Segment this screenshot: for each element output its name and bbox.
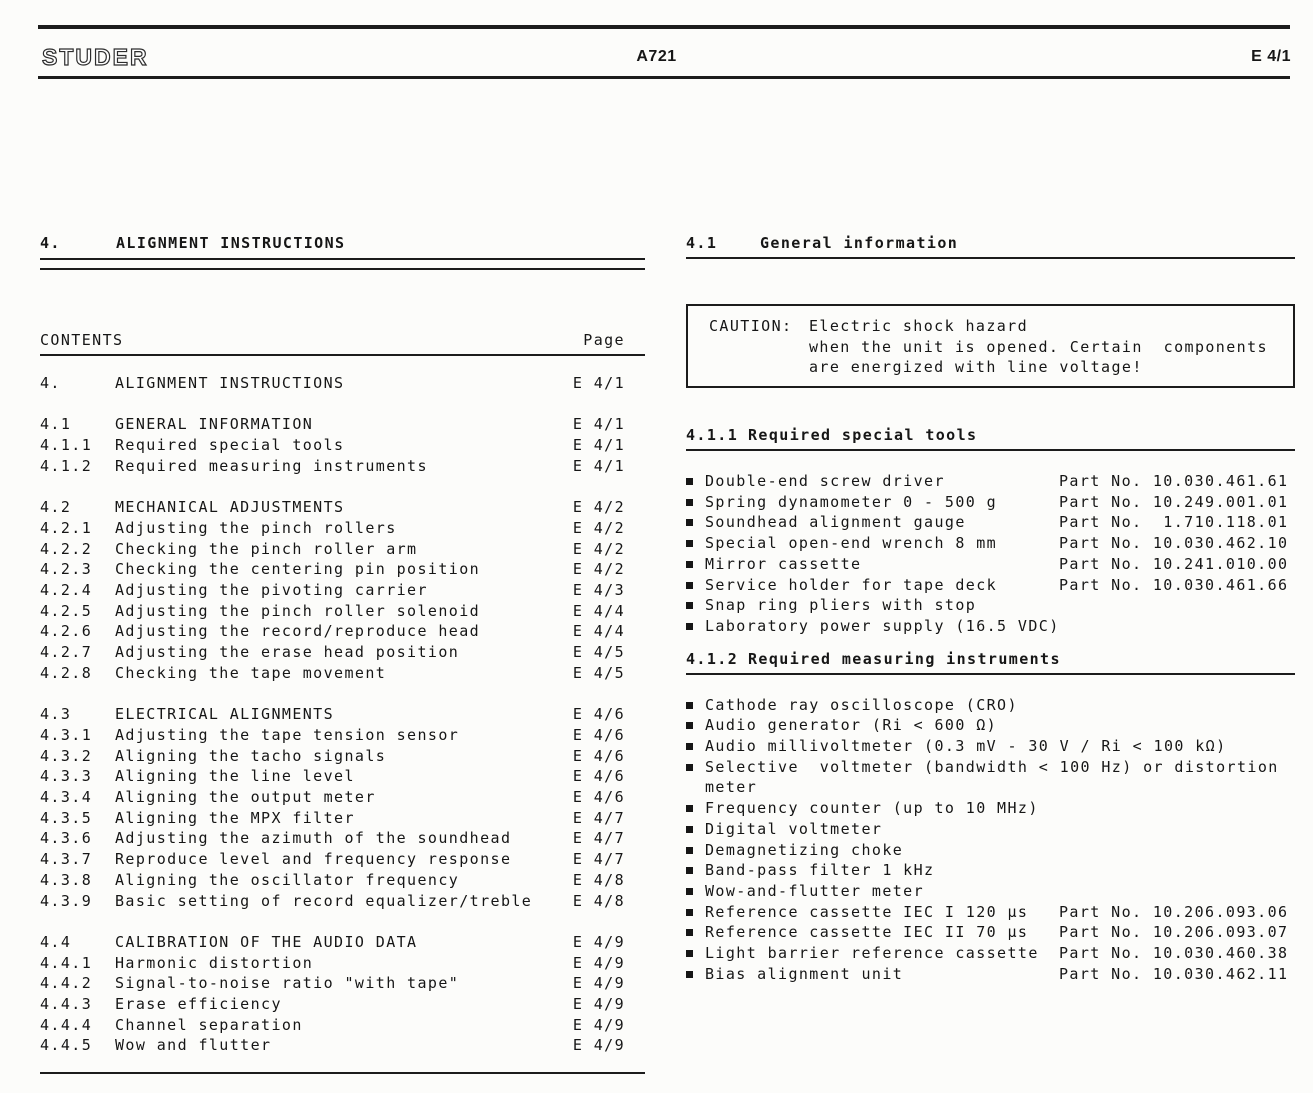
- toc-row: [40, 456, 645, 477]
- toc-entry-number: 4.3.2: [40, 746, 93, 765]
- toc-entry-page: E 4/9: [572, 1015, 625, 1034]
- bullet-square-icon: [686, 888, 693, 895]
- toc-entry-page: E 4/2: [572, 518, 625, 537]
- header-bottom-rule: [38, 76, 1290, 79]
- toc-row: [40, 891, 645, 912]
- toc-entry-number: 4.4.3: [40, 995, 93, 1014]
- instrument-part-number: Part No. 10.206.093.07: [1059, 923, 1289, 942]
- toc-entry-number: 4.3.8: [40, 870, 93, 889]
- instrument-name: Wow-and-flutter meter: [705, 881, 925, 900]
- toc-entry-page: E 4/9: [572, 974, 625, 993]
- instrument-name: Audio generator (Ri < 600 Ω): [705, 716, 998, 735]
- studer-logo: STUDER: [42, 44, 149, 70]
- toc-entry-number: 4.4: [40, 932, 72, 951]
- toc-row: [40, 435, 645, 456]
- toc-entry-title: Adjusting the erase head position: [115, 643, 460, 662]
- tool-item: [686, 533, 1295, 554]
- toc-entry-title: CALIBRATION OF THE AUDIO DATA: [115, 932, 418, 951]
- toc-entry-title: ELECTRICAL ALIGNMENTS: [115, 705, 335, 724]
- page-top-rule: [38, 25, 1290, 29]
- toc-entry-page: E 4/8: [572, 870, 625, 889]
- toc-entry-page: E 4/6: [572, 705, 625, 724]
- toc-entry-page: E 4/4: [572, 601, 625, 620]
- tool-name: Laboratory power supply (16.5 VDC): [705, 616, 1060, 635]
- toc-entry-page: E 4/3: [572, 581, 625, 599]
- tool-part-number: Part No. 10.249.001.01: [1059, 492, 1289, 511]
- toc-entry-page: E 4/6: [572, 788, 625, 807]
- bullet-square-icon: [686, 950, 693, 957]
- toc-row: [40, 994, 645, 1015]
- bullet-square-icon: [686, 929, 693, 936]
- contents-label: CONTENTS: [40, 331, 124, 349]
- toc-entry-title: Checking the pinch roller arm: [115, 539, 418, 558]
- bullet-square-icon: [686, 805, 693, 812]
- toc-entry-page: E 4/5: [572, 643, 625, 662]
- toc-entry-number: 4.3.7: [40, 850, 93, 869]
- bullet-square-icon: [686, 623, 693, 630]
- toc-entry-title: Aligning the tacho signals: [115, 746, 387, 765]
- toc-entry-page: E 4/5: [572, 663, 625, 682]
- toc-entry-title: Checking the tape movement: [115, 663, 387, 682]
- instrument-name: Demagnetizing choke: [705, 840, 904, 859]
- special-tools-list: [686, 471, 1295, 637]
- general-information-column: [686, 233, 1295, 984]
- bullet-square-icon: [686, 867, 693, 874]
- toc-entry-page: E 4/7: [572, 850, 625, 869]
- toc-entry-page: E 4/2: [572, 539, 625, 558]
- toc-row: [40, 766, 645, 787]
- tool-item: [686, 512, 1295, 533]
- toc-entry-number: 4.2.1: [40, 518, 93, 537]
- toc-entry-page: E 4/9: [572, 932, 625, 951]
- toc-entry-page: E 4/1: [572, 456, 625, 475]
- instrument-item: [686, 695, 1295, 716]
- toc-row: [40, 828, 645, 849]
- instrument-name: Frequency counter (up to 10 MHz): [705, 799, 1039, 818]
- instrument-name: Reference cassette IEC II 70 µs: [705, 923, 1029, 942]
- tool-item: [686, 575, 1295, 596]
- measuring-instruments-number: 4.1.2: [686, 649, 739, 668]
- toc-row: [40, 932, 645, 953]
- toc-entry-title: Aligning the output meter: [115, 788, 376, 807]
- general-info-rule: [686, 257, 1295, 259]
- toc-entry-number: 4.2.4: [40, 581, 93, 599]
- toc-row: [40, 580, 645, 601]
- section-title: ALIGNMENT INSTRUCTIONS: [116, 234, 346, 252]
- tool-item: [686, 471, 1295, 492]
- tool-name: Snap ring pliers with stop: [705, 596, 977, 615]
- toc-entry-title: Wow and flutter: [115, 1036, 272, 1055]
- contents-header: [40, 330, 645, 350]
- toc-entry-page: E 4/8: [572, 891, 625, 910]
- special-tools-title: Required special tools: [748, 426, 978, 444]
- general-info-title: General information: [760, 234, 959, 252]
- instrument-item: [686, 840, 1295, 861]
- toc-entry-title: Aligning the oscillator frequency: [115, 870, 460, 889]
- tool-item: [686, 492, 1295, 513]
- measuring-instruments-title: Required measuring instruments: [748, 649, 1061, 668]
- toc-entry-number: 4.3.5: [40, 808, 93, 827]
- toc-entry-title: MECHANICAL ADJUSTMENTS: [115, 498, 345, 517]
- toc-entry-page: E 4/9: [572, 953, 625, 972]
- toc-entry-title: Adjusting the pivoting carrier: [115, 581, 428, 599]
- section-heading-double-rule: [40, 258, 645, 270]
- toc-entry-number: 4.3.4: [40, 788, 93, 807]
- tool-item: [686, 616, 1295, 637]
- instrument-item: [686, 881, 1295, 902]
- toc-entry-title: Adjusting the tape tension sensor: [115, 725, 460, 744]
- caution-label: CAUTION:: [709, 317, 793, 335]
- instrument-name: Digital voltmeter: [705, 819, 883, 838]
- toc-entry-title: GENERAL INFORMATION: [115, 415, 314, 434]
- instrument-item: [686, 819, 1295, 840]
- special-tools-heading: [686, 425, 1295, 445]
- instrument-name: Light barrier reference cassette: [705, 944, 1039, 963]
- instrument-item: [686, 757, 1295, 798]
- toc-row: [40, 601, 645, 622]
- toc-entry-page: E 4/1: [572, 374, 625, 392]
- tool-name: Special open-end wrench 8 mm: [705, 534, 998, 553]
- toc-entry-number: 4.3.3: [40, 767, 93, 786]
- bullet-square-icon: [686, 826, 693, 833]
- instrument-item: [686, 964, 1295, 985]
- instrument-item: [686, 860, 1295, 881]
- toc-entry-number: 4.2.7: [40, 643, 93, 662]
- instrument-item: [686, 943, 1295, 964]
- toc-entry-number: 4.4.5: [40, 1036, 93, 1055]
- toc-entry-page: E 4/9: [572, 1036, 625, 1055]
- tool-name: Spring dynamometer 0 - 500 g: [705, 492, 998, 511]
- bullet-square-icon: [686, 971, 693, 978]
- bullet-square-icon: [686, 499, 693, 506]
- toc-row: [40, 973, 645, 994]
- instrument-name: Band-pass filter 1 kHz: [705, 861, 935, 880]
- bullet-square-icon: [686, 561, 693, 568]
- general-info-heading: [686, 233, 1295, 253]
- page-column-label: Page: [583, 331, 625, 349]
- caution-box: [686, 304, 1295, 388]
- toc-entry-title: Adjusting the pinch rollers: [115, 518, 397, 537]
- bullet-square-icon: [686, 519, 693, 526]
- bullet-square-icon: [686, 702, 693, 709]
- toc-row: [40, 497, 645, 518]
- toc-row: [40, 539, 645, 560]
- toc-entry-number: 4.4.1: [40, 953, 93, 972]
- caution-line: are energized with line voltage!: [809, 358, 1143, 377]
- toc-entry-page: E 4/7: [572, 808, 625, 827]
- toc-entry-title: ALIGNMENT INSTRUCTIONS: [115, 374, 345, 392]
- toc-entry-page: E 4/6: [572, 725, 625, 744]
- bullet-square-icon: [686, 540, 693, 547]
- toc-row: [40, 1035, 645, 1056]
- instrument-name: Reference cassette IEC I 120 µs: [705, 902, 1029, 921]
- contents-bottom-rule: [40, 1072, 645, 1074]
- instrument-item: [686, 798, 1295, 819]
- toc-entry-number: 4.2.8: [40, 663, 93, 682]
- toc-row: [40, 663, 645, 684]
- toc-entry-title: Basic setting of record equalizer/treble: [115, 891, 533, 910]
- toc-row: [40, 414, 645, 435]
- instrument-item: [686, 736, 1295, 757]
- toc-row: [40, 559, 645, 580]
- tool-name: Double-end screw driver: [705, 472, 945, 490]
- measuring-instruments-rule: [686, 673, 1295, 675]
- toc-entry-title: Signal-to-noise ratio "with tape": [115, 974, 460, 993]
- tool-item: [686, 595, 1295, 616]
- toc-entry-title: Reproduce level and frequency response: [115, 850, 512, 869]
- toc-entry-title: Adjusting the record/reproduce head: [115, 622, 481, 641]
- bullet-square-icon: [686, 909, 693, 916]
- tool-part-number: Part No. 10.030.461.66: [1059, 575, 1289, 594]
- instrument-part-number: Part No. 10.030.462.11: [1059, 964, 1289, 983]
- tool-item: [686, 554, 1295, 575]
- instrument-part-number: Part No. 10.206.093.06: [1059, 902, 1289, 921]
- toc-entry-title: Aligning the MPX filter: [115, 808, 355, 827]
- toc-entry-title: Checking the centering pin position: [115, 560, 481, 579]
- toc-entry-number: 4.2.5: [40, 601, 93, 620]
- table-of-contents: [40, 373, 645, 1056]
- tool-name: Mirror cassette: [705, 554, 862, 573]
- tool-part-number: Part No. 1.710.118.01: [1059, 513, 1289, 532]
- contents-header-rule: [40, 354, 645, 356]
- toc-entry-page: E 4/4: [572, 622, 625, 641]
- special-tools-number: 4.1.1: [686, 426, 739, 444]
- instrument-item: [686, 922, 1295, 943]
- toc-entry-number: 4.2: [40, 498, 72, 517]
- toc-entry-number: 4.4.4: [40, 1015, 93, 1034]
- bullet-square-icon: [686, 722, 693, 729]
- toc-entry-page: E 4/2: [572, 498, 625, 517]
- section-number: 4.: [40, 234, 61, 252]
- special-tools-rule: [686, 449, 1295, 451]
- toc-entry-title: Adjusting the pinch roller solenoid: [115, 601, 481, 620]
- toc-entry-page: E 4/2: [572, 560, 625, 579]
- general-info-number: 4.1: [686, 234, 718, 252]
- toc-row: [40, 642, 645, 663]
- toc-entry-title: Erase efficiency: [115, 995, 282, 1014]
- model-number: A721: [636, 48, 677, 65]
- toc-entry-title: Required special tools: [115, 436, 345, 455]
- bullet-square-icon: [686, 743, 693, 750]
- bullet-square-icon: [686, 764, 693, 771]
- caution-line: Electric shock hazard: [809, 317, 1029, 335]
- toc-row: [40, 518, 645, 539]
- toc-row: [40, 704, 645, 725]
- toc-entry-title: Channel separation: [115, 1015, 303, 1034]
- instrument-name: Audio millivoltmeter (0.3 mV - 30 V / Ri < 100 kΩ): [705, 737, 1227, 756]
- toc-row: [40, 870, 645, 891]
- tool-name: Service holder for tape deck: [705, 575, 998, 594]
- header-page-reference: E 4/1: [1251, 48, 1291, 65]
- toc-row: [40, 1015, 645, 1036]
- toc-row: [40, 725, 645, 746]
- toc-row: [40, 953, 645, 974]
- toc-row: [40, 808, 645, 829]
- toc-entry-number: 4.: [40, 374, 61, 392]
- toc-entry-page: E 4/1: [572, 415, 625, 434]
- toc-row: [40, 373, 645, 394]
- toc-row: [40, 787, 645, 808]
- toc-entry-number: 4.4.2: [40, 974, 93, 993]
- toc-entry-title: Harmonic distortion: [115, 953, 314, 972]
- tool-name: Soundhead alignment gauge: [705, 513, 966, 532]
- caution-line: when the unit is opened. Certain components: [809, 337, 1268, 356]
- toc-entry-number: 4.3.6: [40, 829, 93, 848]
- toc-entry-page: E 4/6: [572, 746, 625, 765]
- caution-text: [809, 316, 1268, 378]
- tool-part-number: Part No. 10.030.462.10: [1059, 534, 1289, 553]
- toc-row: [40, 621, 645, 642]
- toc-entry-number: 4.1.2: [40, 456, 93, 475]
- bullet-square-icon: [686, 582, 693, 589]
- toc-entry-title: Required measuring instruments: [115, 456, 428, 475]
- instrument-name: Bias alignment unit: [705, 964, 904, 983]
- instrument-name: Selective voltmeter (bandwidth < 100 Hz) or distortion meter: [705, 757, 1290, 797]
- toc-entry-title: Aligning the line level: [115, 767, 355, 786]
- toc-row: [40, 746, 645, 767]
- toc-entry-number: 4.2.3: [40, 560, 93, 579]
- toc-entry-title: Adjusting the azimuth of the soundhead: [115, 829, 512, 848]
- measuring-instruments-list: [686, 695, 1295, 985]
- toc-entry-number: 4.3.9: [40, 891, 93, 910]
- tool-part-number: Part No. 10.241.010.00: [1059, 554, 1289, 573]
- toc-entry-page: E 4/1: [572, 436, 625, 455]
- toc-entry-number: 4.1.1: [40, 436, 93, 455]
- toc-entry-page: E 4/9: [572, 995, 625, 1014]
- toc-row: [40, 849, 645, 870]
- toc-entry-number: 4.2.6: [40, 622, 93, 641]
- instrument-part-number: Part No. 10.030.460.38: [1059, 944, 1289, 963]
- bullet-square-icon: [686, 847, 693, 854]
- measuring-instruments-heading: [686, 649, 1295, 669]
- bullet-square-icon: [686, 602, 693, 609]
- toc-entry-page: E 4/6: [572, 767, 625, 786]
- instrument-item: [686, 715, 1295, 736]
- tool-part-number: Part No. 10.030.461.61: [1059, 472, 1289, 490]
- toc-entry-number: 4.1: [40, 415, 72, 434]
- instrument-name: Cathode ray oscilloscope (CRO): [705, 695, 1018, 714]
- section-heading: [40, 233, 645, 253]
- toc-entry-number: 4.3: [40, 705, 72, 724]
- toc-entry-page: E 4/7: [572, 829, 625, 848]
- instrument-item: [686, 902, 1295, 923]
- bullet-square-icon: [686, 478, 693, 485]
- toc-entry-number: 4.3.1: [40, 725, 93, 744]
- contents-column: [40, 233, 645, 1074]
- toc-entry-number: 4.2.2: [40, 539, 93, 558]
